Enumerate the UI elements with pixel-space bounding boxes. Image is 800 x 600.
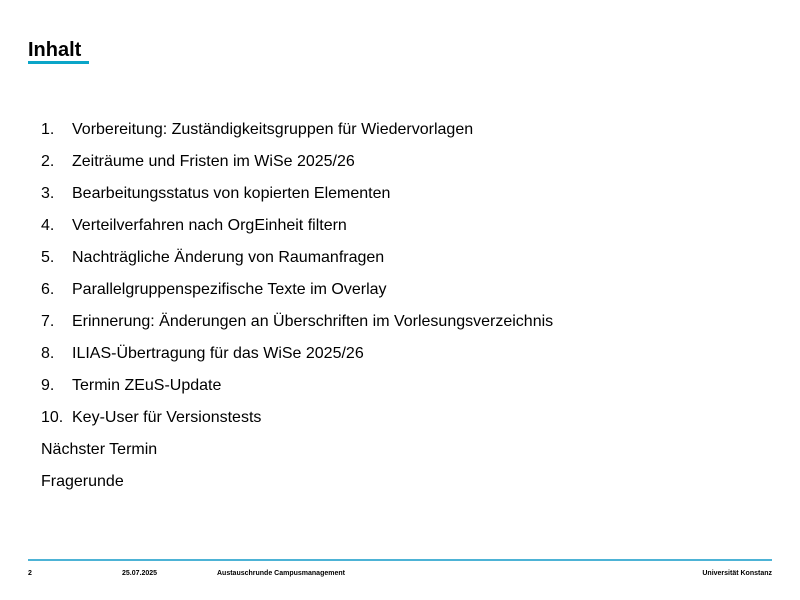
agenda-item — [41, 246, 553, 278]
agenda-extra-item-text: Fragerunde — [41, 473, 124, 490]
agenda-item-number: 7. — [41, 313, 55, 330]
agenda-item — [41, 310, 553, 342]
footer-organization: Universität Konstanz — [702, 570, 772, 577]
agenda-item-number: 5. — [41, 249, 55, 266]
agenda-item-text: ILIAS-Übertragung für das WiSe 2025/26 — [72, 345, 364, 362]
agenda-extra-item-next-meeting — [41, 438, 553, 470]
agenda-item — [41, 118, 553, 150]
agenda-item — [41, 278, 553, 310]
agenda-item-text: Key-User für Versionstests — [72, 409, 262, 426]
agenda-item-number: 1. — [41, 121, 55, 138]
agenda-extra-item-questions — [41, 470, 553, 502]
agenda-item-text: Verteilverfahren nach OrgEinheit filtern — [72, 217, 347, 234]
title-underline — [28, 61, 89, 64]
agenda-item-text: Erinnerung: Änderungen an Überschriften im Vorlesungsverzeichnis — [72, 313, 554, 330]
agenda-item-number: 4. — [41, 217, 55, 234]
agenda-list — [41, 118, 553, 502]
agenda-item-number: 10. — [41, 409, 64, 426]
slide-title: Inhalt — [28, 39, 82, 61]
footer-date: 25.07.2025 — [122, 570, 158, 577]
agenda-item-text: Nachträgliche Änderung von Raumanfragen — [72, 249, 385, 266]
agenda-item-number: 9. — [41, 377, 55, 394]
agenda-item — [41, 214, 553, 246]
agenda-item — [41, 182, 553, 214]
agenda-item-text: Zeiträume und Fristen im WiSe 2025/26 — [72, 153, 355, 170]
agenda-item-text: Vorbereitung: Zuständigkeitsgruppen für Wiedervorlagen — [72, 121, 474, 138]
footer-page-number: 2 — [28, 570, 32, 577]
agenda-item — [41, 150, 553, 182]
agenda-extra-item-text: Nächster Termin — [41, 441, 158, 458]
agenda-item — [41, 342, 553, 374]
agenda-item-text: Bearbeitungsstatus von kopierten Elementen — [72, 185, 391, 202]
agenda-item-number: 3. — [41, 185, 55, 202]
agenda-item-text: Termin ZEuS-Update — [72, 377, 222, 394]
agenda-item-text: Parallelgruppenspezifische Texte im Overlay — [72, 281, 387, 298]
agenda-item-number: 2. — [41, 153, 55, 170]
agenda-item-number: 8. — [41, 345, 55, 362]
agenda-item — [41, 406, 553, 438]
agenda-item-number: 6. — [41, 281, 55, 298]
agenda-item — [41, 374, 553, 406]
footer-divider — [28, 559, 772, 561]
footer-event-title: Austauschrunde Campusmanagement — [217, 570, 345, 577]
